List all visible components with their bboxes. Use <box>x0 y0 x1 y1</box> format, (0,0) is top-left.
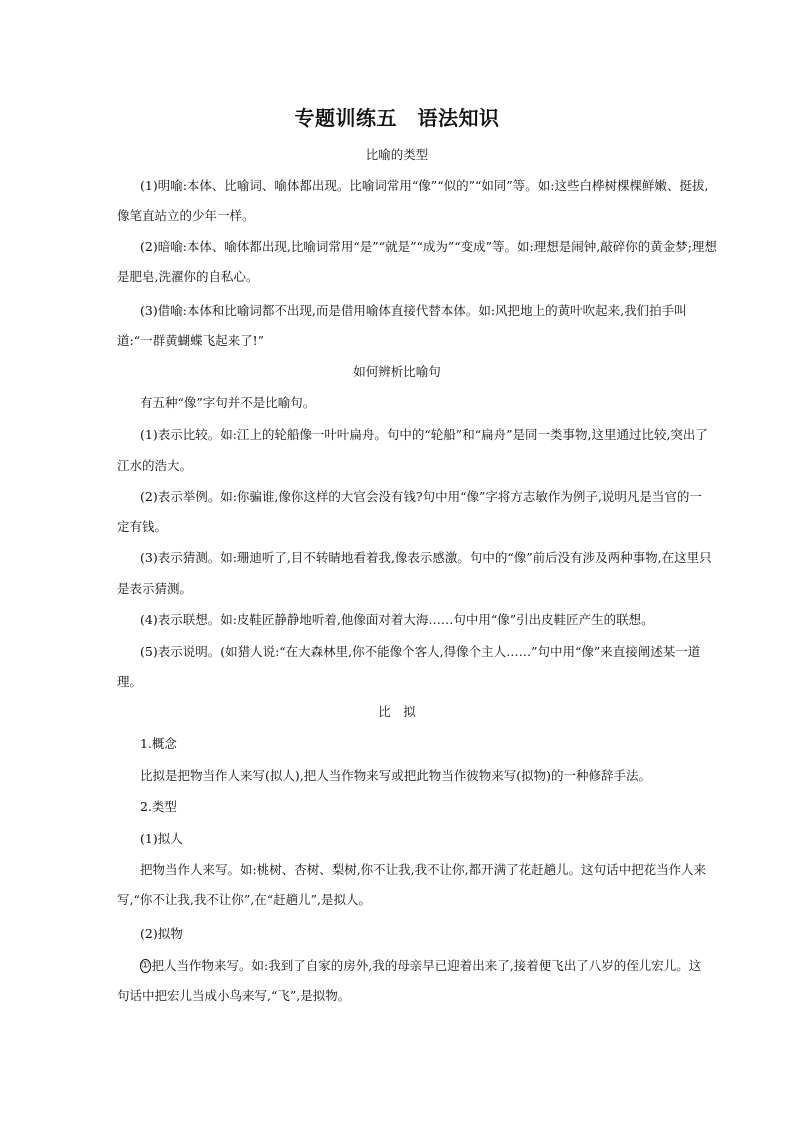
paragraph-line: 江水的浩大。 <box>117 458 193 473</box>
paragraph-line: 是肥皂,洗濯你的自私心。 <box>117 269 259 284</box>
paragraph-line: 像笔直站立的少年一样。 <box>117 208 255 223</box>
paragraph-line: (5)表示说明。(如猎人说:“在大森林里,你不能像个客人,得像个主人……”句中用“像”来直接阐述某一道 <box>140 644 701 659</box>
paragraph-line-numbered <box>140 957 702 975</box>
page-title: 专题训练五 语法知识 <box>294 106 500 130</box>
section-heading-identify-simile: 如何辨析比喻句 <box>353 364 441 379</box>
paragraph-line: 写,“你不让我,我不让你”,在“赶趟儿”,是拟人。 <box>117 892 371 907</box>
paragraph-line: 定有钱。 <box>117 519 168 534</box>
paragraph-line: (3)表示猜测。如:珊迪听了,目不转睛地看着我,像表示感激。句中的“像”前后没有涉及两种事物,在这里只 <box>140 550 712 565</box>
paragraph-line: (2)拟物 <box>140 926 183 941</box>
section-heading-personification: 比 拟 <box>378 704 416 719</box>
paragraph-line: 比拟是把物当作人来写(拟人),把人当作物来写或把此物当作彼物来写(拟物)的一种修辞手法。 <box>140 768 651 783</box>
paragraph-line: 1.概念 <box>140 736 177 751</box>
paragraph-line: (1)明喻:本体、比喻词、喻体都出现。比喻词常用“像”“似的”“如同”等。如:这些白桦树棵棵鲜嫩、挺拔, <box>140 178 709 193</box>
paragraph-line: 2.类型 <box>140 799 177 814</box>
paragraph-line-text: 把人当作物来写。如:我到了自家的房外,我的母亲早已迎着出来了,接着便飞出了八岁的侄儿宏儿。这 <box>151 958 702 973</box>
paragraph-line: (2)暗喻:本体、喻体都出现,比喻词常用“是”“就是”“成为”“变成”等。如:理想是闹钟,敲碎你的黄金梦;理想 <box>140 239 717 254</box>
paragraph-line: 理。 <box>117 674 143 689</box>
paragraph-line: (2)表示举例。如:你骗谁,像你这样的大官会没有钱?句中用“像”字将方志敏作为例子,说明凡是当官的一 <box>140 489 702 504</box>
paragraph-line: (4)表示联想。如:皮鞋匠静静地听着,他像面对着大海……句中用“像”引出皮鞋匠产生的联想。 <box>140 612 654 627</box>
section-heading-simile-types: 比喻的类型 <box>365 147 429 162</box>
paragraph-line: 道:“一群黄蝴蝶飞起来了!” <box>117 333 265 348</box>
paragraph-line: 把物当作人来写。如:桃树、杏树、梨树,你不让我,我不让你,都开满了花赶趟儿。这句话中把花当作人来 <box>140 862 707 877</box>
paragraph-line: (1)表示比较。如:江上的轮船像一叶叶扁舟。句中的“轮船”和“扁舟”是同一类事物,这里通过比较,突出了 <box>140 427 708 442</box>
paragraph-line: 是表示猜测。 <box>117 581 193 596</box>
paragraph-line: 句话中把宏儿当成小鸟来写,“飞”,是拟物。 <box>117 988 351 1003</box>
paragraph-line: (3)借喻:本体和比喻词都不出现,而是借用喻体直接代替本体。如:风把地上的黄叶吹起来,我们拍手叫 <box>140 303 687 318</box>
paragraph-line: (1)拟人 <box>140 831 183 846</box>
paragraph-line: 有五种“像”字句并不是比喻句。 <box>140 395 316 410</box>
circled-number-marker: ① <box>141 960 150 971</box>
